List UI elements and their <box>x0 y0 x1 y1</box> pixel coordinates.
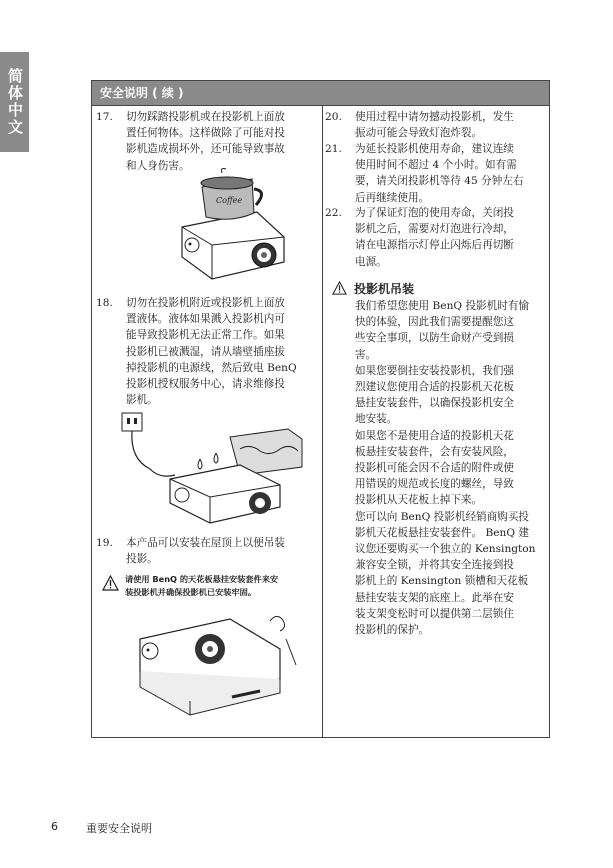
item-number: 19. <box>96 537 113 549</box>
item-text: 为了保证灯泡的使用寿命，关闭投 影机之后，需要对灯泡进行冷却， 请在电源指示灯停止闪烁后再切断 电源。 <box>355 207 514 268</box>
projector-liquid-illustration <box>120 409 310 529</box>
ceiling-mount-text: 我们希望您使用 BenQ 投影机时有愉 快的体验，因此我们需要提醒您这 些安全事项，以防生命财产受到损 害。 如果您要倒挂安装投影机，我们强 烈建议您使用合适的投影机天花板 悬挂安装套件，以确保投影机安全 地安装。 如果您不是使用合适的投影机天花 板悬挂安装套件，会有安装风险， 投影机可能会因不合适的附件或使 用错误的规范或长度的螺丝，导致 投影机从天花板上掉下来。 您可以向 BenQ 投影机经销商购买投 影机天花板悬挂安装套件。 BenQ 建 议您还要购买一个独立的 Kensington 兼容安全锁，并将其安全连接到投 影机上的 Kensington 锁槽和天花板 悬挂安装支架的底座上。此举在安 装支架变松时可以提供第二层锁住 投影机的保护。 <box>355 300 536 637</box>
item-text: 本产品可以安装在屋顶上以便吊装 投影。 <box>126 537 285 566</box>
item-text: 切勿踩踏投影机或在投影机上面放 置任何物体。这样做除了可能对投 影机造成损坏外，还可能导致事故 和人身伤害。 <box>126 111 285 172</box>
coffee-label: Coffee <box>216 196 243 205</box>
projector-coffee-illustration <box>172 167 292 282</box>
caution-note: 请使用 BenQ 的天花板悬挂安装套件来安 装投影机并确保投影机已安装牢固。 <box>98 571 320 601</box>
warning-icon <box>332 281 347 295</box>
item-number: 20. <box>325 111 342 123</box>
safety-table <box>91 80 550 738</box>
ceiling-mount-illustration <box>120 609 300 724</box>
item-number: 17. <box>96 111 113 123</box>
section-title: 投影机吊装 <box>354 282 415 296</box>
item-text: 为延长投影机使用寿命，建议连续 使用时间不超过 4 个小时。如有需 要，请关闭投影机等待 45 分钟左右 后再继续使用。 <box>355 143 524 204</box>
column-divider <box>322 106 323 737</box>
language-tab: 简体中文 <box>0 52 29 152</box>
footer-section-title: 重要安全说明 <box>86 822 152 835</box>
item-number: 18. <box>96 297 113 309</box>
warning-icon <box>102 575 119 591</box>
item-text: 使用过程中请勿撼动投影机，发生 振动可能会导致灯泡炸裂。 <box>355 111 514 140</box>
table-header: 安全说明 ( 续 ) <box>92 81 549 106</box>
item-number: 22. <box>325 207 342 219</box>
item-number: 21. <box>325 143 342 155</box>
item-text: 切勿在投影机附近或投影机上面放 置液体。液体如果溅入投影机内可 能导致投影机无法正常工作。如果 投影机已被溅湿，请从墙壁插座拔 掉投影机的电源线，然后致电 BenQ 投影机授权服务中心，请求维修投 影机。 <box>126 297 297 407</box>
page-number: 6 <box>51 820 58 833</box>
